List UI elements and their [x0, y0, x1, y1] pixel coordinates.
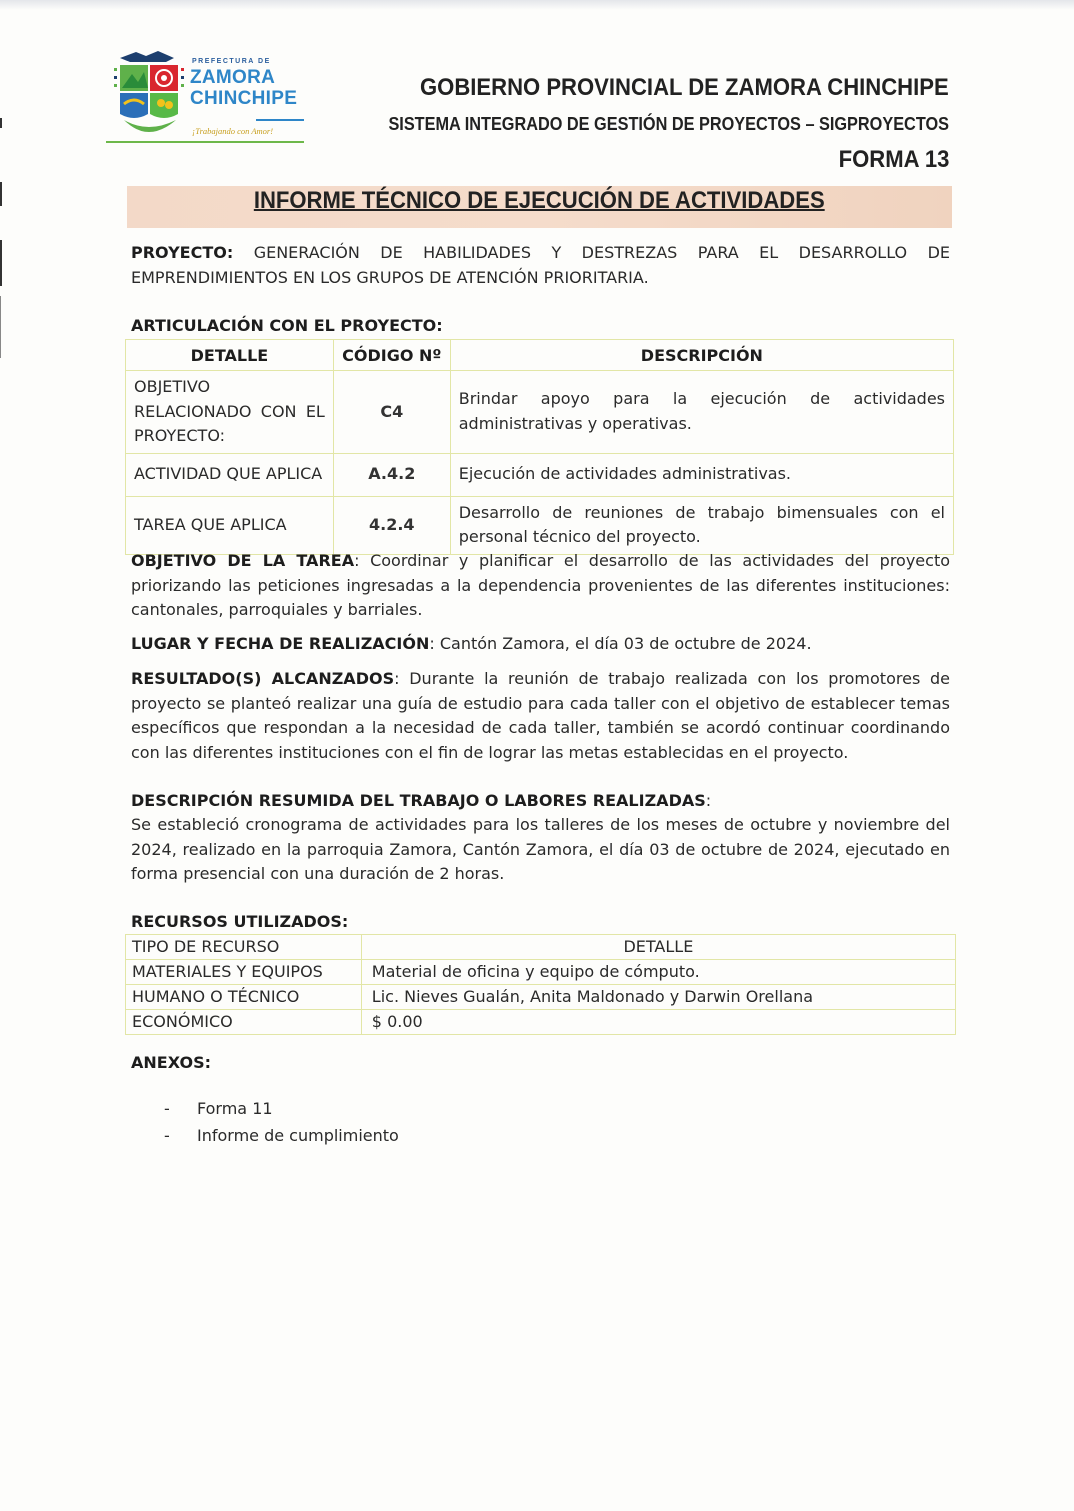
list-item — [164, 1099, 273, 1118]
detail-cell: TAREA QUE APLICA — [126, 496, 334, 554]
table-header-row — [126, 935, 956, 960]
project-text: GENERACIÓN DE HABILIDADES Y DESTREZAS PARA EL DESARROLLO DE EMPRENDIMIENTOS EN LOS GRUPOS DE ATENCIÓN PRIORITARIA. — [131, 243, 950, 287]
results-label: RESULTADO(S) ALCANZADOS — [131, 669, 395, 688]
column-header: CÓDIGO Nº — [333, 340, 450, 371]
annexes-heading: ANEXOS: — [131, 1053, 211, 1072]
table-row — [126, 496, 954, 554]
resource-detail-cell: $ 0.00 — [361, 1010, 955, 1035]
task-objective-text: : Coordinar y planificar el desarrollo de las actividades del proyecto priorizando las peticiones ingresadas a la dependencia provenientes de las diferentes instituciones: cantonales, parroquiales y barriales. — [131, 551, 951, 619]
logo-name-line2: CHINCHIPE — [190, 88, 298, 109]
place-date-label: LUGAR Y FECHA DE REALIZACIÓN — [131, 634, 430, 653]
scan-edge — [0, 0, 1074, 10]
summary-label: DESCRIPCIÓN RESUMIDA DEL TRABAJO O LABORES REALIZADAS — [131, 791, 706, 810]
detail-cell: ACTIVIDAD QUE APLICA — [126, 453, 334, 496]
logo-accent-line — [256, 119, 304, 121]
place-date-paragraph — [131, 632, 950, 657]
description-cell: Brindar apoyo para la ejecución de actividades administrativas y operativas. — [450, 371, 953, 454]
articulation-heading: ARTICULACIÓN CON EL PROYECTO: — [131, 316, 443, 335]
task-objective-paragraph — [131, 549, 950, 623]
project-paragraph — [131, 241, 950, 290]
project-label: PROYECTO: — [131, 243, 234, 262]
table-row — [126, 371, 954, 454]
resource-detail-cell: Lic. Nieves Gualán, Anita Maldonado y Darwin Orellana — [361, 985, 955, 1010]
code-cell: 4.2.4 — [333, 496, 450, 554]
logo-org-text: PREFECTURA DE — [192, 58, 271, 65]
table-row — [126, 1010, 956, 1035]
form-number: FORMA 13 — [838, 146, 949, 173]
table-row — [126, 960, 956, 985]
list-bullet: - — [164, 1099, 170, 1118]
scan-mark — [0, 118, 2, 128]
resource-type-cell: HUMANO O TÉCNICO — [126, 985, 362, 1010]
government-title: GOBIERNO PROVINCIAL DE ZAMORA CHINCHIPE — [420, 74, 949, 101]
list-bullet: - — [164, 1126, 170, 1145]
column-header: DETALLE — [361, 935, 955, 960]
column-header: DETALLE — [126, 340, 334, 371]
description-cell: Ejecución de actividades administrativas. — [450, 453, 953, 496]
resources-table — [125, 934, 956, 1035]
table-row — [126, 453, 954, 496]
task-objective-label: OBJETIVO DE LA TAREA — [131, 551, 355, 570]
resource-type-cell: ECONÓMICO — [126, 1010, 362, 1035]
results-text: : Durante la reunión de trabajo realizada con los promotores de proyecto se planteó realizar una guía de estudio para cada taller con el objetivo de establecer temas específicos que respondan a la necesidad de cada taller, también se acordó continuar coordinando con las diferentes instituciones con el fin de lograr las metas establecidas en el proyecto. — [131, 669, 951, 762]
column-header: TIPO DE RECURSO — [126, 935, 362, 960]
report-banner — [127, 186, 952, 228]
resource-type-cell: MATERIALES Y EQUIPOS — [126, 960, 362, 985]
logo-name-line1: ZAMORA — [190, 67, 276, 88]
resource-detail-cell: Material de oficina y equipo de cómputo. — [361, 960, 955, 985]
results-paragraph — [131, 667, 950, 765]
logo-underline — [106, 141, 304, 143]
resources-heading: RECURSOS UTILIZADOS: — [131, 912, 349, 931]
column-header: DESCRIPCIÓN — [450, 340, 953, 371]
scan-mark — [0, 296, 1, 358]
scan-mark — [0, 182, 2, 206]
detail-cell: OBJETIVO RELACIONADO CON EL PROYECTO: — [126, 371, 334, 454]
table-header-row — [126, 340, 954, 371]
report-title: INFORME TÉCNICO DE EJECUCIÓN DE ACTIVIDADES — [254, 187, 825, 214]
coat-of-arms-icon — [106, 48, 190, 144]
annex-item-label: Forma 11 — [197, 1099, 273, 1118]
summary-text: Se estableció cronograma de actividades para los talleres de los meses de octubre y noviembre del 2024, realizado en la parroquia Zamora, Cantón Zamora, el día 03 de octubre de 2024, ejecutado en forma presencial con una duración de 2 horas. — [131, 815, 950, 883]
code-cell: C4 — [333, 371, 450, 454]
prefecture-logo — [106, 48, 306, 146]
logo-slogan: ¡Trabajando con Amor! — [192, 126, 274, 136]
place-date-text: : Cantón Zamora, el día 03 de octubre de 2024. — [429, 634, 812, 653]
list-item — [164, 1126, 399, 1145]
table-row — [126, 985, 956, 1010]
annex-item-label: Informe de cumplimiento — [197, 1126, 399, 1145]
articulation-table — [125, 339, 954, 555]
summary-colon: : — [705, 791, 712, 810]
description-cell: Desarrollo de reuniones de trabajo bimensuales con el personal técnico del proyecto. — [450, 496, 953, 554]
summary-heading-line — [131, 789, 950, 814]
code-cell: A.4.2 — [333, 453, 450, 496]
system-subtitle: SISTEMA INTEGRADO DE GESTIÓN DE PROYECTOS – SIGPROYECTOS — [388, 113, 949, 134]
scan-mark — [0, 240, 2, 286]
